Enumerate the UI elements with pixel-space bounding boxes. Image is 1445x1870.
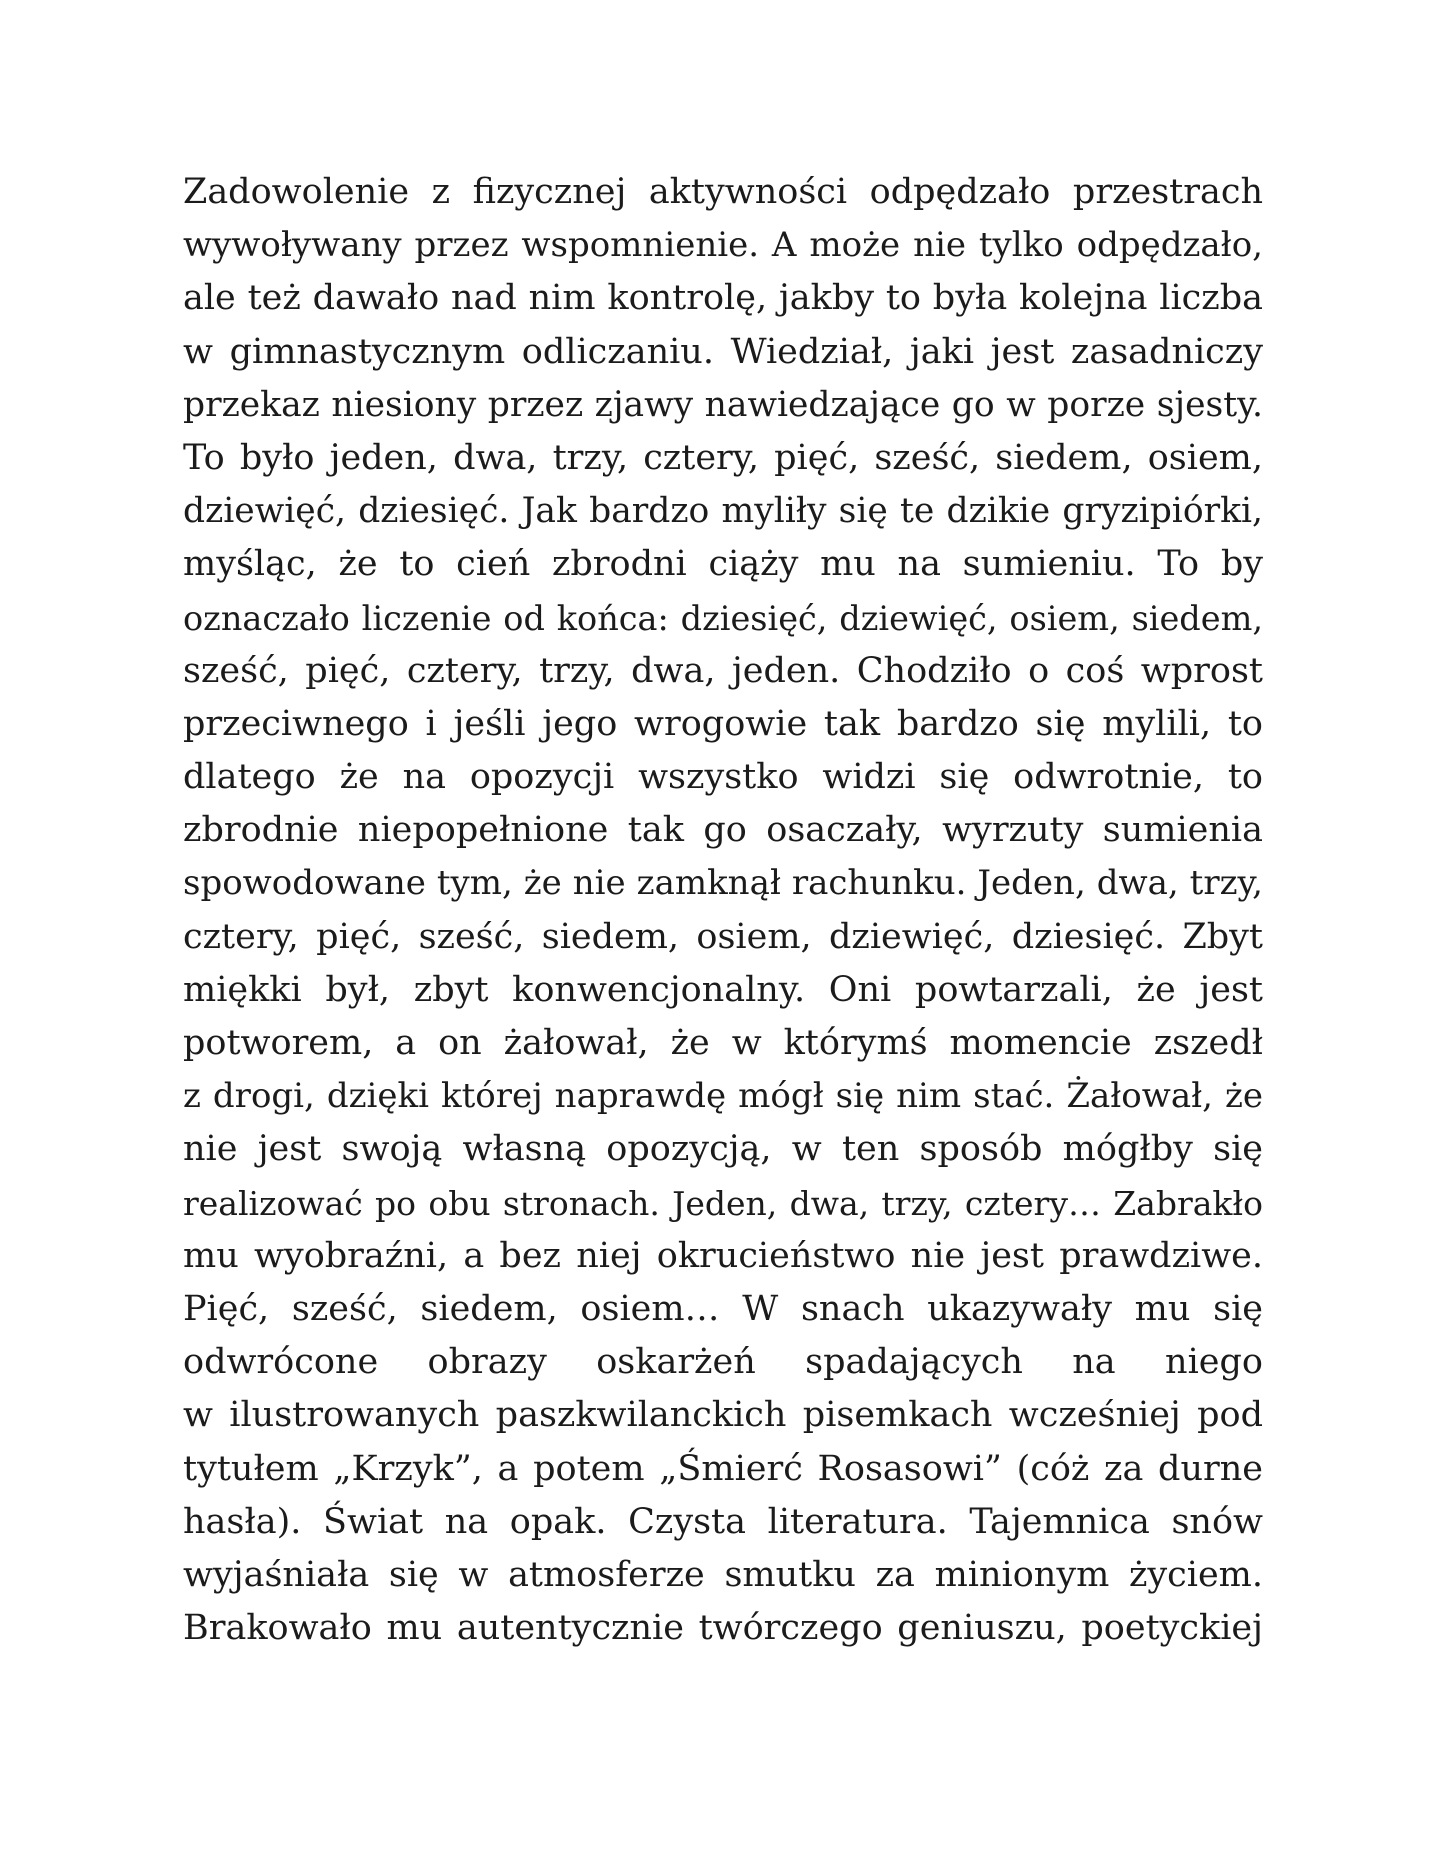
text-line: miękki był, zbyt konwencjonalny. Oni powtarzali, że jest	[183, 969, 1263, 1010]
text-line: w gimnastycznym odliczaniu. Wiedział, jaki jest zasadniczy	[183, 331, 1263, 372]
text-line: oznaczało liczenie od końca: dziesięć, dziewięć, osiem, siedem,	[183, 598, 1263, 638]
text-line: zbrodnie niepopełnione tak go osaczały, wyrzuty sumienia	[183, 810, 1263, 851]
text-line: ale też dawało nad nim kontrolę, jakby to była kolejna liczba	[183, 278, 1263, 319]
text-line: mu wyobraźni, a bez niej okrucieństwo nie jest prawdziwe.	[183, 1235, 1263, 1276]
text-line: Brakowało mu autentycznie twórczego geniuszu, poetyckiej	[183, 1608, 1263, 1649]
text-line: nie jest swoją własną opozycją, w ten sposób mógłby się	[183, 1129, 1263, 1170]
text-line: hasła). Świat na opak. Czysta literatura. Tajemnica snów	[183, 1501, 1263, 1542]
text-line: przekaz niesiony przez zjawy nawiedzające go w porze sjesty.	[183, 384, 1263, 425]
text-line: dlatego że na opozycji wszystko widzi się odwrotnie, to	[183, 757, 1263, 798]
text-line: przeciwnego i jeśli jego wrogowie tak bardzo się mylili, to	[183, 703, 1263, 744]
body-text	[183, 166, 1263, 1655]
text-line: Pięć, sześć, siedem, osiem… W snach ukazywały mu się	[183, 1288, 1263, 1329]
text-line: Zadowolenie z fizycznej aktywności odpędzało przestrach	[183, 172, 1263, 212]
text-line: odwrócone obrazy oskarżeń spadających na niego	[183, 1342, 1263, 1383]
text-line: To było jeden, dwa, trzy, cztery, pięć, sześć, siedem, osiem,	[183, 437, 1263, 478]
text-line: potworem, a on żałował, że w którymś momencie zszedł	[183, 1023, 1263, 1063]
text-line: sześć, pięć, cztery, trzy, dwa, jeden. Chodziło o coś wprost	[183, 650, 1263, 691]
text-line: wyjaśniała się w atmosferze smutku za minionym życiem.	[183, 1554, 1263, 1595]
text-line: wywoływany przez wspomnienie. A może nie tylko odpędzało,	[183, 225, 1263, 266]
text-line: z drogi, dzięki której naprawdę mógł się nim stać. Żałował, że	[183, 1076, 1263, 1117]
text-line: w ilustrowanych paszkwilanckich pisemkach wcześniej pod	[183, 1395, 1263, 1436]
text-line: tytułem „Krzyk”, a potem „Śmierć Rosasowi” (cóż za durne	[183, 1448, 1263, 1489]
text-line: myśląc, że to cień zbrodni ciąży mu na sumieniu. To by	[183, 544, 1263, 585]
text-line: cztery, pięć, sześć, siedem, osiem, dziewięć, dziesięć. Zbyt	[183, 916, 1263, 957]
text-line: spowodowane tym, że nie zamknął rachunku. Jeden, dwa, trzy,	[183, 863, 1263, 904]
text-line: dziewięć, dziesięć. Jak bardzo myliły się te dzikie gryzipiórki,	[183, 491, 1263, 532]
text-line: realizować po obu stronach. Jeden, dwa, trzy, cztery… Zabrakło	[183, 1183, 1263, 1223]
